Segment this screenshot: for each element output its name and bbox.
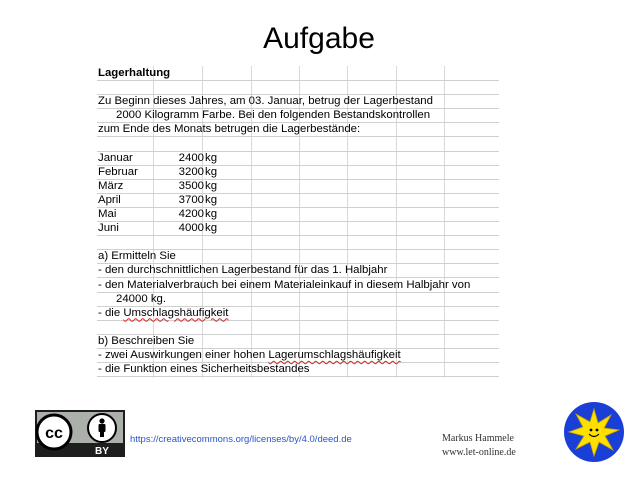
month-label: Mai bbox=[98, 208, 117, 220]
spellcheck-flagged-word: Umschlagshäufigkeit bbox=[123, 306, 229, 319]
sheet-row bbox=[97, 362, 499, 377]
sheet-row bbox=[97, 137, 499, 152]
sheet-text: - den Materialverbrauch bei einem Materialeinkauf in diesem Halbjahr von bbox=[98, 278, 471, 291]
sheet-row bbox=[97, 165, 499, 180]
sheet-row bbox=[97, 249, 499, 264]
month-label: Juni bbox=[98, 222, 119, 235]
sheet-row bbox=[97, 292, 499, 307]
unit-label: kg bbox=[205, 151, 218, 164]
sheet-text bbox=[98, 306, 228, 320]
unit-label: kg bbox=[205, 208, 218, 220]
sheet-row bbox=[97, 348, 499, 363]
month-label: April bbox=[98, 193, 121, 206]
sheet-row bbox=[97, 320, 499, 335]
stock-value: 3200 bbox=[178, 165, 204, 178]
stock-value: 2400 bbox=[178, 151, 204, 164]
stock-value: 4200 bbox=[178, 208, 204, 220]
sheet-row bbox=[97, 66, 499, 81]
sheet-text: 24000 kg. bbox=[116, 292, 167, 305]
sun-logo-icon bbox=[563, 401, 625, 463]
author-website[interactable]: www.let-online.de bbox=[442, 447, 516, 458]
sheet-row bbox=[97, 306, 499, 321]
stock-value: 3700 bbox=[178, 193, 204, 206]
sheet-row bbox=[97, 151, 499, 166]
sheet-row bbox=[97, 278, 499, 293]
month-label: Januar bbox=[98, 151, 133, 164]
unit-label: kg bbox=[205, 179, 218, 192]
sheet-text: zum Ende des Monats betrugen die Lagerbestände: bbox=[98, 123, 361, 136]
sheet-text-prefix: - zwei Auswirkungen einer hohen bbox=[98, 349, 269, 361]
sheet-text: b) Beschreiben Sie bbox=[98, 334, 195, 347]
sheet-text-prefix: - die bbox=[98, 306, 124, 319]
sheet-row bbox=[97, 207, 499, 222]
author-block bbox=[442, 432, 516, 460]
sheet-row bbox=[97, 122, 499, 137]
sheet-row bbox=[97, 108, 499, 123]
sheet-row bbox=[97, 179, 499, 194]
month-label: März bbox=[98, 179, 124, 192]
sheet-row bbox=[97, 80, 499, 95]
unit-label: kg bbox=[205, 193, 218, 206]
sheet-row bbox=[97, 334, 499, 349]
sheet-text: - den durchschnittlichen Lagerbestand für das 1. Halbjahr bbox=[98, 264, 388, 277]
cc-by-license-badge[interactable] bbox=[35, 410, 125, 457]
unit-label: kg bbox=[205, 165, 218, 178]
sheet-row bbox=[97, 193, 499, 208]
spellcheck-flagged-word: Lagerumschlagshäufigkeit bbox=[268, 349, 401, 361]
stock-value: 4000 bbox=[178, 222, 204, 235]
sheet-row bbox=[97, 221, 499, 236]
sheet-text: Zu Beginn dieses Jahres, am 03. Januar, betrug der Lagerbestand bbox=[98, 95, 433, 108]
sheet-row bbox=[97, 235, 499, 250]
slide-title: Aufgabe bbox=[263, 22, 375, 55]
sheet-text: 2000 Kilogramm Farbe. Bei den folgenden Bestandskontrollen bbox=[116, 109, 431, 122]
month-label: Februar bbox=[98, 165, 138, 178]
sheet-row bbox=[97, 94, 499, 109]
cc-logo-text: cc bbox=[45, 425, 63, 442]
cc-by-text: BY bbox=[95, 446, 109, 457]
spreadsheet-excerpt bbox=[97, 66, 499, 378]
sheet-heading: Lagerhaltung bbox=[98, 67, 171, 79]
sheet-text bbox=[98, 348, 401, 362]
license-link[interactable]: https://creativecommons.org/licenses/by/4.0/deed.de bbox=[130, 434, 352, 445]
unit-label: kg bbox=[205, 222, 218, 235]
author-name: Markus Hammele bbox=[442, 433, 514, 444]
sheet-text: - die Funktion eines Sicherheitsbestandes bbox=[98, 363, 310, 376]
sheet-row bbox=[97, 263, 499, 278]
stock-value: 3500 bbox=[178, 179, 204, 192]
sheet-text: a) Ermitteln Sie bbox=[98, 250, 176, 263]
